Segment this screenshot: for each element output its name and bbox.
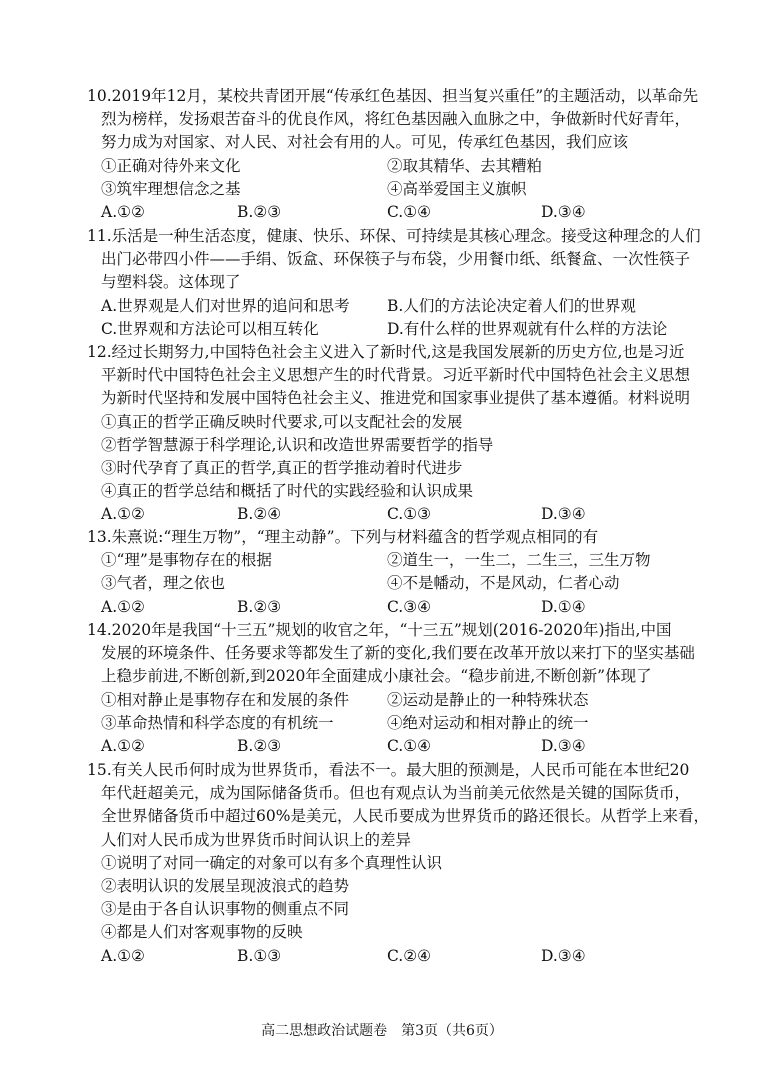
choice-item: ②取其精华、去其糟粕 <box>387 156 543 175</box>
question-11 <box>87 225 701 341</box>
choice-item: ①相对静止是事物存在和发展的条件 <box>101 690 350 709</box>
choice-row <box>87 155 687 178</box>
option-a: A.①② <box>101 202 145 221</box>
choice-item: ④真正的哲学总结和概括了时代的实践经验和认识成果 <box>101 482 474 501</box>
option-b: B.②④ <box>237 505 282 524</box>
answer-options <box>87 201 687 224</box>
choice-row <box>87 689 687 712</box>
option-d: D.③④ <box>541 202 586 221</box>
choice-row <box>87 712 687 735</box>
option-d: D.①④ <box>541 597 586 616</box>
choice-item: ①“理”是事物存在的根据 <box>101 551 272 570</box>
question-text-line: 全世界储备货币中超过60%是美元，人民币要成为世界货币的路还很长。从哲学上来看， <box>101 807 709 826</box>
answer-options <box>87 318 687 341</box>
option-a: A.①② <box>101 736 145 755</box>
choice-item: ①正确对待外来文化 <box>101 156 241 175</box>
question-text-line: 烈为榜样，发扬艰苦奋斗的优良作风，将红色基因融入血脉之中，争做新时代好青年， <box>101 110 691 129</box>
question-13 <box>87 526 687 619</box>
answer-options <box>87 295 687 318</box>
question-text-line: 努力成为对国家、对人民、对社会有用的人。可见，传承红色基因，我们应该 <box>101 133 629 152</box>
option-b: B.②③ <box>237 202 282 221</box>
choice-item: ②运动是静止的一种特殊状态 <box>387 690 589 709</box>
question-14 <box>87 619 695 758</box>
choice-item: ④绝对运动和相对静止的统一 <box>387 713 589 732</box>
option-c: C.③④ <box>387 597 432 616</box>
question-text-line: 与塑料袋。这体现了 <box>101 273 241 292</box>
option-d: D.有什么样的世界观就有什么样的方法论 <box>387 319 668 338</box>
option-c: C.①④ <box>387 202 432 221</box>
option-c: C.①③ <box>387 505 432 524</box>
option-a: A.①② <box>101 505 145 524</box>
choice-item: ④都是人们对客观事物的反映 <box>101 923 303 942</box>
option-b: B.②③ <box>237 736 282 755</box>
choice-row <box>87 549 687 572</box>
answer-options <box>87 503 687 526</box>
question-10 <box>87 85 699 224</box>
answer-options <box>87 945 687 968</box>
choice-item: ②道生一，一生二，二生三，三生万物 <box>387 551 651 570</box>
question-text-line: 平新时代中国特色社会主义思想产生的时代背景。习近平新时代中国特色社会主义思想 <box>101 366 691 385</box>
choice-item: ①说明了对同一确定的对象可以有多个真理性认识 <box>101 853 443 872</box>
question-15 <box>87 759 709 968</box>
choice-item: ④不是幡动，不是风动，仁者心动 <box>387 574 620 593</box>
page-footer: 高二思想政治试题卷 第3页（共6页） <box>261 1023 503 1039</box>
option-b: B.②③ <box>237 597 282 616</box>
question-text-line: 14.2020年是我国“十三五”规划的收官之年，“十三五”规划(2016-2020年)指出,中国 <box>87 621 672 639</box>
option-d: D.③④ <box>541 946 586 965</box>
question-12 <box>87 341 691 527</box>
question-text-line: 出门必带四小件——手绢、饭盒、环保筷子与布袋，少用餐巾纸、纸餐盒、一次性筷子 <box>101 250 691 269</box>
option-c: C.①④ <box>387 736 432 755</box>
choice-item: ③气者，理之依也 <box>101 574 226 593</box>
choice-row <box>87 178 687 201</box>
question-text-line: 人们对人民币成为世界货币时间认识上的差异 <box>101 830 412 849</box>
choice-item: ④高举爱国主义旗帜 <box>387 179 527 198</box>
option-b: B.人们的方法论决定着人们的世界观 <box>387 296 636 315</box>
choice-item: ②表明认识的发展呈现波浪式的趋势 <box>101 876 350 895</box>
choice-row <box>87 572 687 595</box>
question-text-line: 11.乐活是一种生活态度，健康、快乐、环保、可持续是其核心理念。接受这种理念的人们 <box>87 227 701 245</box>
answer-options <box>87 596 687 619</box>
choice-item: ③是由于各自认识事物的侧重点不同 <box>101 900 350 919</box>
choice-item: ①真正的哲学正确反映时代要求,可以支配社会的发展 <box>101 412 463 431</box>
choice-item: ③筑牢理想信念之基 <box>101 179 241 198</box>
option-c: C.②④ <box>387 946 432 965</box>
question-text-line: 15.有关人民币何时成为世界货币，看法不一。最大胆的预测是，人民币可能在本世纪20 <box>87 761 690 779</box>
question-text-line: 10.2019年12月，某校共青团开展“传承红色基因、担当复兴重任”的主题活动，以革命先 <box>87 87 699 105</box>
option-b: B.①③ <box>237 946 282 965</box>
option-a: A.①② <box>101 597 145 616</box>
choice-item: ②哲学智慧源于科学理论,认识和改造世界需要哲学的指导 <box>101 435 494 454</box>
option-a: A.世界观是人们对世界的追问和思考 <box>101 296 350 315</box>
option-d: D.③④ <box>541 505 586 524</box>
question-text-line: 发展的环境条件、任务要求等都发生了新的变化,我们要在改革开放以来打下的坚实基础 <box>101 644 695 663</box>
question-text-line: 年代赶超美元，成为国际储备货币。但也有观点认为当前美元依然是关键的国际货币， <box>101 784 691 803</box>
option-c: C.世界观和方法论可以相互转化 <box>101 319 319 338</box>
question-text-line: 13.朱熹说:“理生万物”，“理主动静”。下列与材料蕴含的哲学观点相同的有 <box>87 528 599 546</box>
option-d: D.③④ <box>541 736 586 755</box>
option-a: A.①② <box>101 946 145 965</box>
answer-options <box>87 735 687 758</box>
choice-item: ③时代孕育了真正的哲学,真正的哲学推动着时代进步 <box>101 458 463 477</box>
question-text-line: 12.经过长期努力,中国特色社会主义进入了新时代,这是我国发展新的历史方位,也是习近 <box>87 343 685 361</box>
choice-item: ③革命热情和科学态度的有机统一 <box>101 713 334 732</box>
question-text-line: 上稳步前进,不断创新,到2020年全面建成小康社会。“稳步前进,不断创新”体现了 <box>101 667 652 686</box>
question-text-line: 为新时代坚持和发展中国特色社会主义、推进党和国家事业提供了基本遵循。材料说明 <box>101 389 691 408</box>
